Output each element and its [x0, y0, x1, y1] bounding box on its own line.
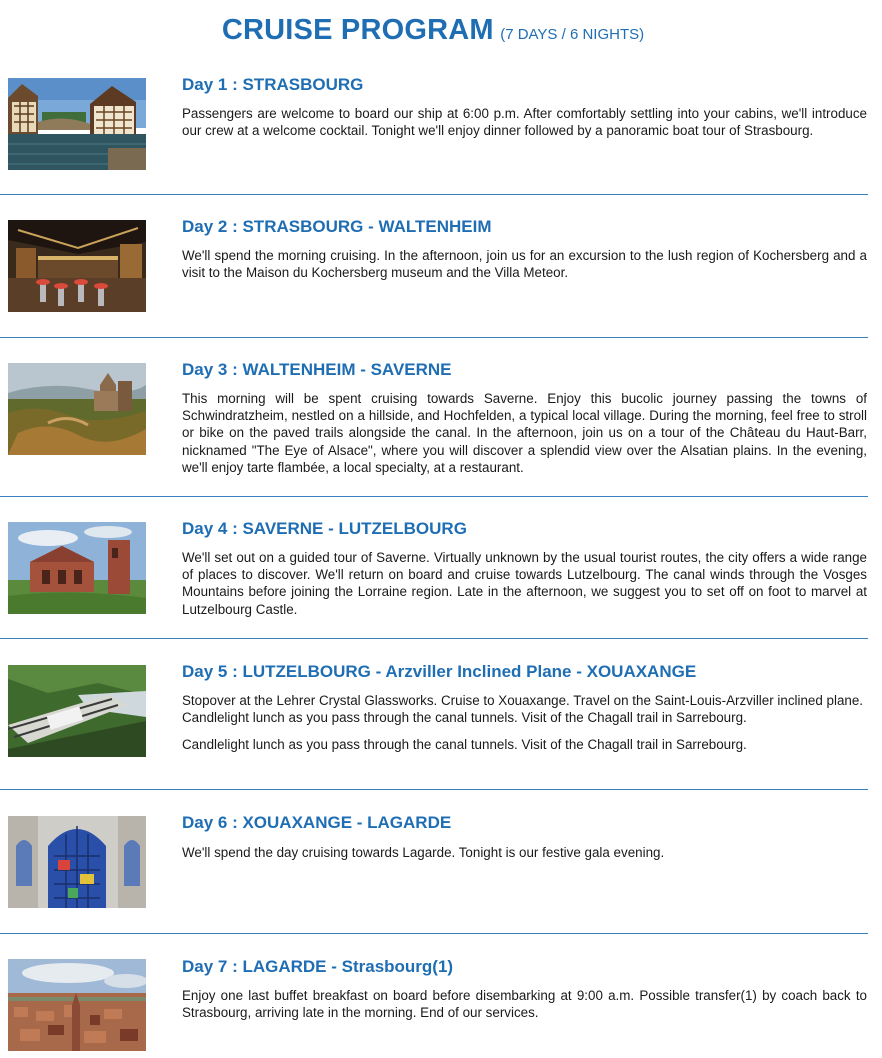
day-4-description [182, 549, 867, 618]
day-divider [0, 789, 868, 790]
page-title [0, 14, 866, 47]
page-title-main: CRUISE PROGRAM [221, 14, 494, 46]
day-4-photo [8, 522, 146, 614]
day-2-title: Day 2 : STRASBOURG - WALTENHEIM [182, 217, 492, 236]
day-5-paragraph: Candlelight lunch as you pass through the canal tunnels. Visit of the Chagall trail in Sarrebourg. [182, 737, 747, 753]
day-3-paragraph: This morning will be spent cruising towards Saverne. Enjoy this bucolic journey passing the towns of Schwindratzheim, nestled on a hillside, and Hochfelden, a typical local village. During the morning, feel free to stroll or bike on the paved trails alongside the canal. In the afternoon, join us on a tour of the Château du Haut-Barr, nicknamed "The Eye of Alsace", where you will discover a splendid view over the Alsatian plains. In the evening, we'll enjoy tarte flambée, a local specialty, at a restaurant. [182, 391, 867, 475]
day-1-title: Day 1 : STRASBOURG [182, 75, 364, 94]
page-title-duration: (7 DAYS / 6 NIGHTS) [500, 26, 645, 43]
day-7-paragraph: Enjoy one last buffet breakfast on board before disembarking at 9:00 a.m. Possible transfer(1) by coach back to Strasbourg, arriving late in the morning. End of our services. [182, 988, 867, 1021]
day-3-photo [8, 363, 146, 455]
day-2-paragraph: We'll spend the morning cruising. In the afternoon, join us for an excursion to the lush region of Kochersberg and a visit to the Maison du Kochersberg museum and the Villa Meteor. [182, 248, 867, 281]
day-3-description [182, 390, 867, 476]
day-2-description [182, 247, 867, 281]
day-3-title: Day 3 : WALTENHEIM - SAVERNE [182, 360, 452, 379]
day-divider [0, 638, 868, 639]
day-5-paragraph: Candlelight lunch as you pass through the canal tunnels. Visit of the Chagall trail in Sarrebourg. [182, 710, 747, 726]
day-1-photo [8, 78, 146, 170]
day-divider [0, 496, 868, 497]
day-4-paragraph: We'll set out on a guided tour of Saverne. Virtually unknown by the usual tourist routes, the city offers a wide range of places to discover. We'll return on board and cruise towards Lutzelbourg. The canal winds through the Vosges Mountains before joining the Lorraine region. Late in the afternoon, we suggest you to set off on foot to marvel at Lutzelbourg Castle. [182, 550, 867, 617]
day-6-description [182, 844, 867, 861]
day-5-photo [8, 665, 146, 757]
day-5-description [182, 692, 867, 754]
day-6-paragraph: We'll spend the day cruising towards Lagarde. Tonight is our festive gala evening. [182, 845, 665, 860]
day-7-photo [8, 959, 146, 1051]
day-1-paragraph: Passengers are welcome to board our ship at 6:00 p.m. After comfortably settling into your cabins, we'll introduce our crew at a welcome cocktail. Tonight we'll enjoy dinner followed by a panoramic boat tour of Strasbourg. [182, 106, 867, 139]
day-7-description [182, 987, 867, 1021]
day-5-paragraph: Stopover at the Lehrer Crystal Glassworks. Cruise to Xouaxange. Travel on the Saint-Louis-Arzviller inclined plane. [182, 693, 864, 708]
day-4-title: Day 4 : SAVERNE - LUTZELBOURG [182, 519, 467, 538]
day-2-photo [8, 220, 146, 312]
day-divider [0, 194, 868, 195]
day-divider [0, 337, 868, 338]
day-divider [0, 933, 868, 934]
day-6-title: Day 6 : XOUAXANGE - LAGARDE [182, 813, 452, 832]
day-5-title: Day 5 : LUTZELBOURG - Arzviller Inclined Plane - XOUAXANGE [182, 662, 697, 681]
day-7-title: Day 7 : LAGARDE - Strasbourg(1) [182, 957, 454, 976]
day-6-photo [8, 816, 146, 908]
day-1-description [182, 105, 867, 139]
